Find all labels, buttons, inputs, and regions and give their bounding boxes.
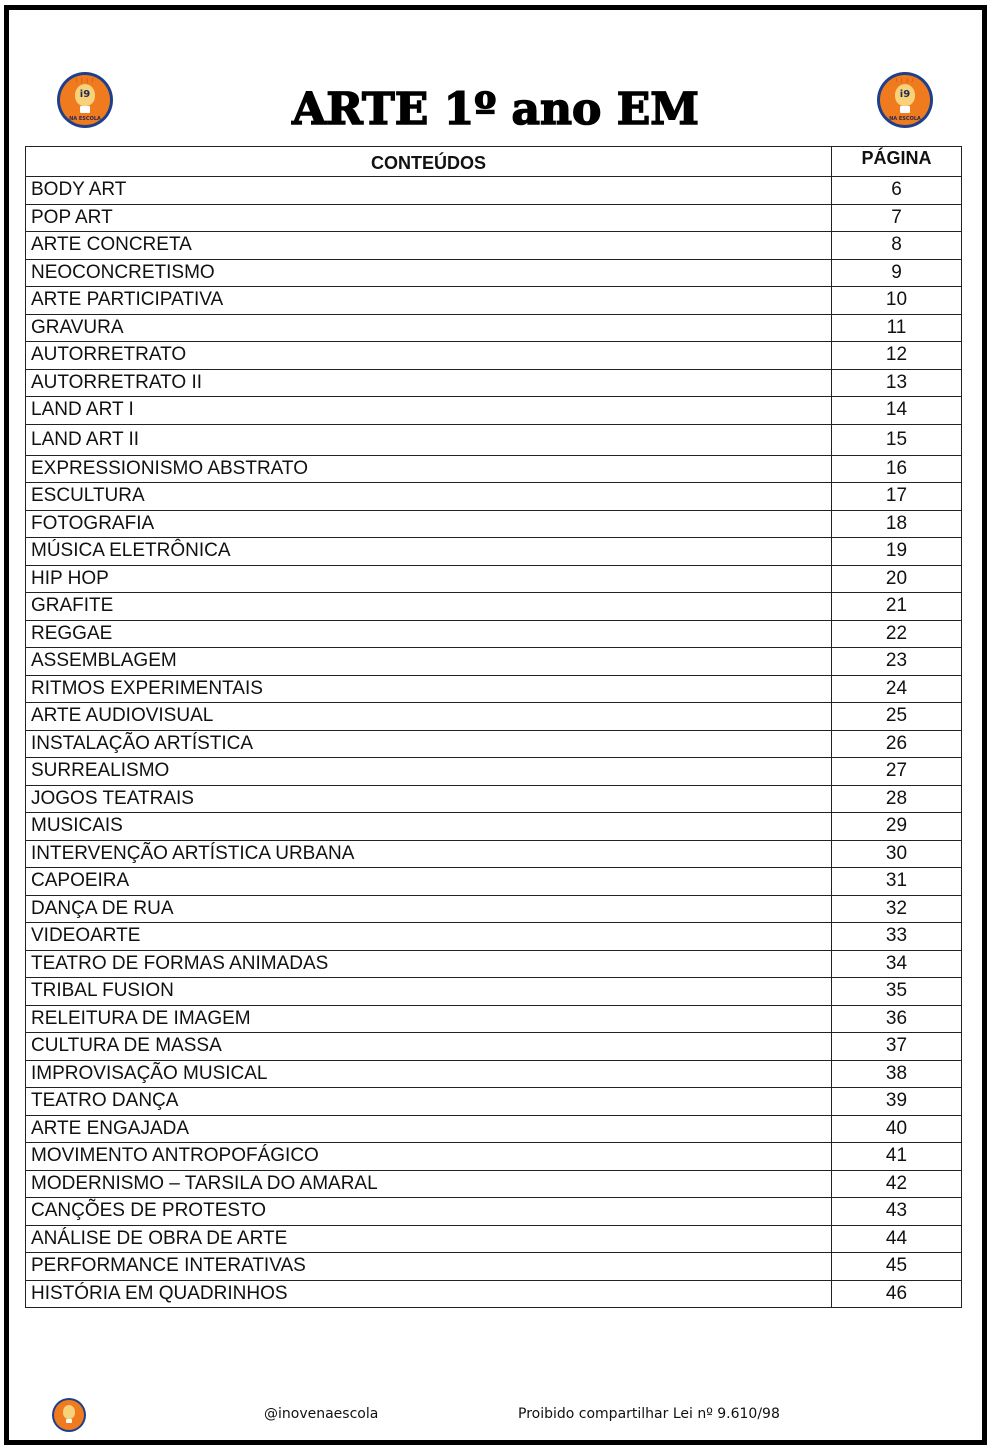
topic-cell: HISTÓRIA EM QUADRINHOS (26, 1280, 832, 1308)
footer-social-handle: @inovenaescola (264, 1406, 379, 1422)
topic-cell: ARTE CONCRETA (26, 232, 832, 260)
bulb-base-icon (66, 1419, 72, 1423)
table-row (26, 785, 962, 813)
topic-cell: HIP HOP (26, 565, 832, 593)
page-number-cell: 28 (832, 785, 962, 813)
page-number-cell: 33 (832, 923, 962, 951)
table-row (26, 455, 962, 483)
page-number-cell: 27 (832, 758, 962, 786)
page-number-cell: 13 (832, 369, 962, 397)
table-row (26, 287, 962, 315)
topic-cell: LAND ART II (26, 424, 832, 455)
page-number-cell: 44 (832, 1225, 962, 1253)
logo-ring-text: NA ESCOLA (889, 116, 921, 122)
topic-cell: CULTURA DE MASSA (26, 1033, 832, 1061)
table-body (26, 177, 962, 1308)
topic-cell: DANÇA DE RUA (26, 895, 832, 923)
page-number-cell: 46 (832, 1280, 962, 1308)
table-row (26, 483, 962, 511)
page-number-cell: 20 (832, 565, 962, 593)
page-number-cell: 21 (832, 593, 962, 621)
table-row (26, 1225, 962, 1253)
table-row (26, 1170, 962, 1198)
table-row (26, 342, 962, 370)
logo-label: i9 (899, 89, 911, 100)
page-number-cell: 7 (832, 204, 962, 232)
table-row (26, 813, 962, 841)
topic-cell: TEATRO DANÇA (26, 1088, 832, 1116)
page-number-cell: 40 (832, 1115, 962, 1143)
page-number-cell: 17 (832, 483, 962, 511)
column-header-page: PÁGINA (832, 147, 962, 177)
topic-cell: MODERNISMO – TARSILA DO AMARAL (26, 1170, 832, 1198)
page-number-cell: 24 (832, 675, 962, 703)
table-row (26, 204, 962, 232)
table-row (26, 1253, 962, 1281)
column-header-contents: CONTEÚDOS (26, 147, 832, 177)
topic-cell: CAPOEIRA (26, 868, 832, 896)
page-number-cell: 22 (832, 620, 962, 648)
table-row (26, 1198, 962, 1226)
table-row (26, 177, 962, 205)
page-number-cell: 26 (832, 730, 962, 758)
table-row (26, 978, 962, 1006)
table-row (26, 259, 962, 287)
footer-copyright-notice: Proibido compartilhar Lei nº 9.610/98 (518, 1406, 780, 1422)
table-row (26, 314, 962, 342)
topic-cell: MUSICAIS (26, 813, 832, 841)
page-number-cell: 32 (832, 895, 962, 923)
table-row (26, 1033, 962, 1061)
topic-cell: INSTALAÇÃO ARTÍSTICA (26, 730, 832, 758)
page-number-cell: 31 (832, 868, 962, 896)
topic-cell: ESCULTURA (26, 483, 832, 511)
table-row (26, 1005, 962, 1033)
topic-cell: JOGOS TEATRAIS (26, 785, 832, 813)
topic-cell: AUTORRETRATO II (26, 369, 832, 397)
table-row (26, 840, 962, 868)
page-number-cell: 29 (832, 813, 962, 841)
topic-cell: TRIBAL FUSION (26, 978, 832, 1006)
topic-cell: NEOCONCRETISMO (26, 259, 832, 287)
table-row (26, 648, 962, 676)
table-row (26, 730, 962, 758)
table-row (26, 675, 962, 703)
page-number-cell: 34 (832, 950, 962, 978)
page-number-cell: 9 (832, 259, 962, 287)
table-row (26, 868, 962, 896)
table-row (26, 895, 962, 923)
page-number-cell: 19 (832, 538, 962, 566)
topic-cell: ASSEMBLAGEM (26, 648, 832, 676)
topic-cell: EXPRESSIONISMO ABSTRATO (26, 455, 832, 483)
page-number-cell: 43 (832, 1198, 962, 1226)
topic-cell: LAND ART I (26, 397, 832, 425)
table-row (26, 1115, 962, 1143)
topic-cell: POP ART (26, 204, 832, 232)
table-row (26, 703, 962, 731)
topic-cell: RELEITURA DE IMAGEM (26, 1005, 832, 1033)
page-number-cell: 10 (832, 287, 962, 315)
topic-cell: GRAVURA (26, 314, 832, 342)
table-row (26, 620, 962, 648)
topic-cell: REGGAE (26, 620, 832, 648)
topic-cell: INTERVENÇÃO ARTÍSTICA URBANA (26, 840, 832, 868)
table-row (26, 758, 962, 786)
table-row (26, 1088, 962, 1116)
page-number-cell: 35 (832, 978, 962, 1006)
page-number-cell: 18 (832, 510, 962, 538)
page-number-cell: 23 (832, 648, 962, 676)
table-row (26, 538, 962, 566)
topic-cell: GRAFITE (26, 593, 832, 621)
table-row (26, 510, 962, 538)
table-row (26, 1280, 962, 1308)
table-row (26, 397, 962, 425)
page-number-cell: 41 (832, 1143, 962, 1171)
light-rays-icon: \ | | / (895, 78, 915, 84)
table-row (26, 424, 962, 455)
topic-cell: FOTOGRAFIA (26, 510, 832, 538)
lightbulb-icon (63, 1405, 75, 1419)
table-row (26, 1143, 962, 1171)
topic-cell: IMPROVISAÇÃO MUSICAL (26, 1060, 832, 1088)
table-row (26, 923, 962, 951)
page-number-cell: 6 (832, 177, 962, 205)
page-number-cell: 12 (832, 342, 962, 370)
page-number-cell: 42 (832, 1170, 962, 1198)
table-row (26, 565, 962, 593)
table-row (26, 369, 962, 397)
page-number-cell: 38 (832, 1060, 962, 1088)
page-number-cell: 16 (832, 455, 962, 483)
page-number-cell: 11 (832, 314, 962, 342)
topic-cell: RITMOS EXPERIMENTAIS (26, 675, 832, 703)
table-row (26, 232, 962, 260)
logo-badge (54, 1400, 84, 1430)
topic-cell: ARTE AUDIOVISUAL (26, 703, 832, 731)
topic-cell: AUTORRETRATO (26, 342, 832, 370)
table-row (26, 593, 962, 621)
page-number-cell: 30 (832, 840, 962, 868)
logo-ring-text: NA ESCOLA (69, 116, 101, 122)
topic-cell: PERFORMANCE INTERATIVAS (26, 1253, 832, 1281)
topic-cell: ARTE ENGAJADA (26, 1115, 832, 1143)
logo-label: i9 (79, 89, 91, 100)
page-number-cell: 39 (832, 1088, 962, 1116)
topic-cell: BODY ART (26, 177, 832, 205)
topic-cell: ARTE PARTICIPATIVA (26, 287, 832, 315)
table-row (26, 1060, 962, 1088)
page-number-cell: 37 (832, 1033, 962, 1061)
topic-cell: CANÇÕES DE PROTESTO (26, 1198, 832, 1226)
footer-logo (52, 1398, 86, 1432)
page-number-cell: 8 (832, 232, 962, 260)
page-number-cell: 15 (832, 424, 962, 455)
topic-cell: VIDEOARTE (26, 923, 832, 951)
page-number-cell: 36 (832, 1005, 962, 1033)
topic-cell: TEATRO DE FORMAS ANIMADAS (26, 950, 832, 978)
table-row (26, 950, 962, 978)
topic-cell: MOVIMENTO ANTROPOFÁGICO (26, 1143, 832, 1171)
page-number-cell: 14 (832, 397, 962, 425)
page-title: ARTE 1º ano EM (292, 84, 699, 135)
page-number-cell: 25 (832, 703, 962, 731)
topic-cell: ANÁLISE DE OBRA DE ARTE (26, 1225, 832, 1253)
light-rays-icon: \ | | / (75, 78, 95, 84)
topic-cell: SURREALISMO (26, 758, 832, 786)
topic-cell: MÚSICA ELETRÔNICA (26, 538, 832, 566)
table-header-row (26, 147, 962, 177)
page-number-cell: 45 (832, 1253, 962, 1281)
contents-table (25, 146, 962, 1308)
